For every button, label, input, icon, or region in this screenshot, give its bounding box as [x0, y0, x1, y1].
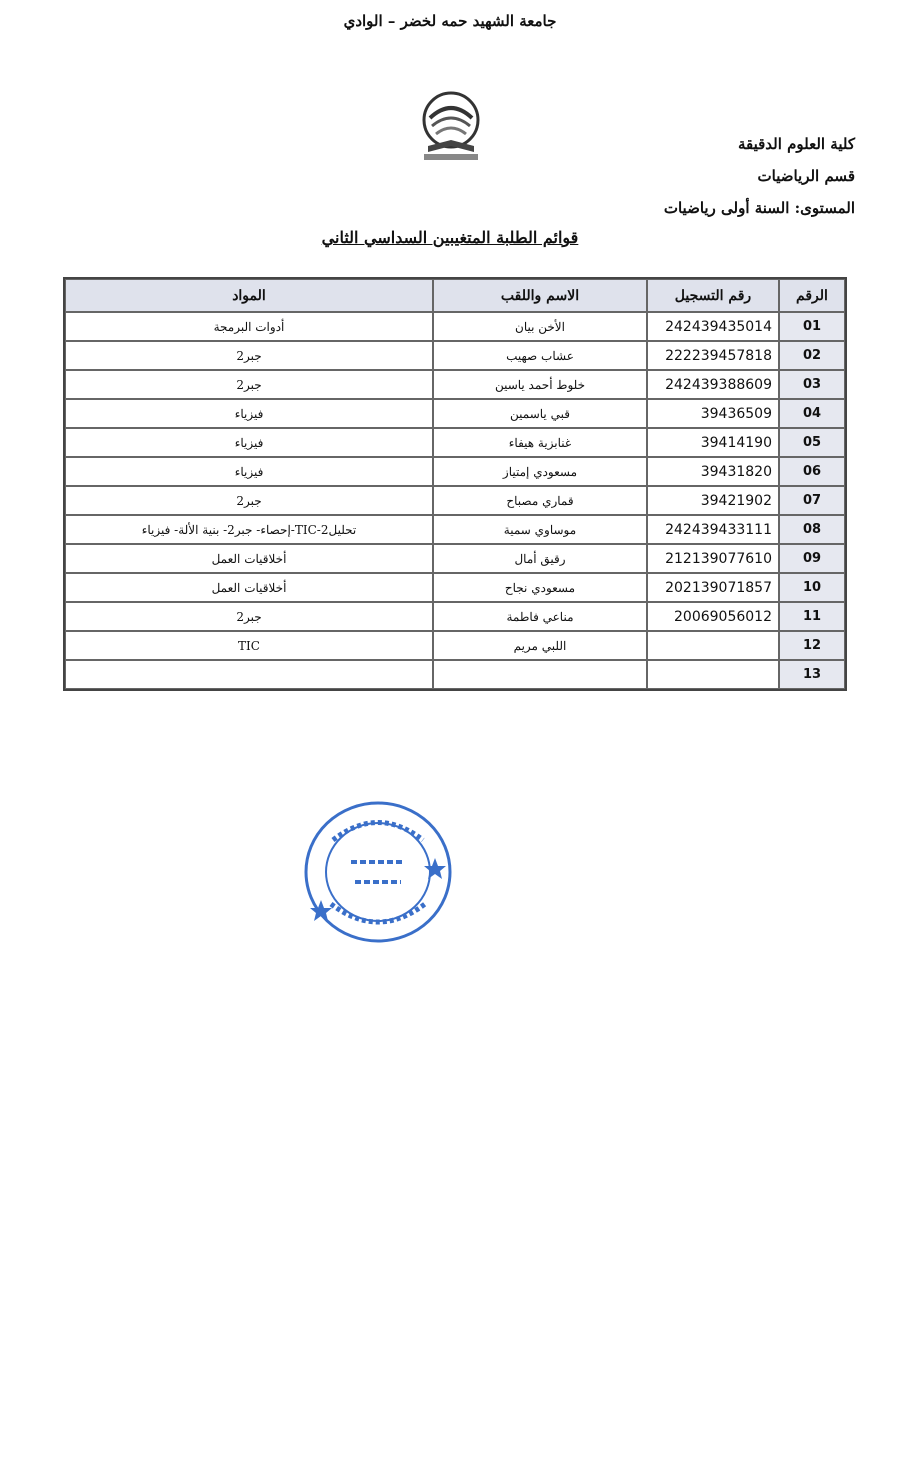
registration-number: 39431820: [647, 457, 779, 486]
row-number: 07: [779, 486, 845, 515]
student-name: مناعي فاطمة: [433, 602, 647, 631]
registration-number: 20069056012: [647, 602, 779, 631]
header-block: [664, 128, 855, 224]
subjects: جبر2: [65, 486, 433, 515]
row-number: 09: [779, 544, 845, 573]
student-name: اللبي مريم: [433, 631, 647, 660]
registration-number: 242439433111: [647, 515, 779, 544]
table-row: [65, 544, 845, 573]
row-number: 08: [779, 515, 845, 544]
registration-number: 212139077610: [647, 544, 779, 573]
column-header-number: الرقم: [779, 279, 845, 312]
registration-number: 222239457818: [647, 341, 779, 370]
subjects: أدوات البرمجة: [65, 312, 433, 341]
row-number: 10: [779, 573, 845, 602]
student-name: رقيق أمال: [433, 544, 647, 573]
table-header-row: [65, 279, 845, 312]
level-line: المستوى: السنة أولى رياضيات: [663, 199, 855, 217]
registration-number: 39414190: [647, 428, 779, 457]
row-number: 01: [779, 312, 845, 341]
subjects: تحليل2-TIC-إحصاء- جبر2- بنية الألة- فيزياء: [65, 515, 433, 544]
subjects: فيزياء: [65, 428, 433, 457]
subjects: [65, 660, 433, 689]
row-number: 06: [779, 457, 845, 486]
registration-number: [647, 631, 779, 660]
student-name: مسعودي إمتياز: [433, 457, 647, 486]
row-number: 04: [779, 399, 845, 428]
table-row: [65, 573, 845, 602]
university-name: جامعة الشهيد حمه لخضر – الوادي: [343, 12, 557, 30]
row-number: 03: [779, 370, 845, 399]
registration-number: 202139071857: [647, 573, 779, 602]
subjects: أخلاقيات العمل: [65, 544, 433, 573]
column-header-subjects: المواد: [65, 279, 433, 312]
table-row: [65, 399, 845, 428]
subjects: جبر2: [65, 341, 433, 370]
table-row: [65, 602, 845, 631]
subjects: أخلاقيات العمل: [65, 573, 433, 602]
subjects: جبر2: [65, 602, 433, 631]
absent-students-table: [63, 277, 847, 691]
table-row: [65, 631, 845, 660]
row-number: 11: [779, 602, 845, 631]
student-name: مسعودي نجاح: [433, 573, 647, 602]
student-name: غنابزية هيفاء: [433, 428, 647, 457]
official-stamp-icon: [303, 800, 453, 945]
column-header-name: الاسم واللقب: [433, 279, 647, 312]
university-logo-icon: [418, 88, 484, 164]
page-title: [0, 228, 900, 247]
row-number: 13: [779, 660, 845, 689]
registration-number: [647, 660, 779, 689]
student-name: [433, 660, 647, 689]
faculty-name: كلية العلوم الدقيقة: [737, 135, 855, 153]
registration-number: 242439435014: [647, 312, 779, 341]
row-number: 05: [779, 428, 845, 457]
table-row: [65, 486, 845, 515]
subjects: TIC: [65, 631, 433, 660]
registration-number: 242439388609: [647, 370, 779, 399]
subjects: جبر2: [65, 370, 433, 399]
row-number: 02: [779, 341, 845, 370]
student-name: الأخن بيان: [433, 312, 647, 341]
subjects: فيزياء: [65, 399, 433, 428]
table-row: [65, 370, 845, 399]
table-row: [65, 341, 845, 370]
registration-number: 39421902: [647, 486, 779, 515]
subjects: فيزياء: [65, 457, 433, 486]
page-title-text: قوائم الطلبة المتغيبين السداسي الثاني: [321, 228, 579, 247]
row-number: 12: [779, 631, 845, 660]
student-name: قماري مصباح: [433, 486, 647, 515]
column-header-registration: رقم التسجيل: [647, 279, 779, 312]
table-row: [65, 515, 845, 544]
student-name: عشاب صهيب: [433, 341, 647, 370]
table-row: [65, 457, 845, 486]
table-row: [65, 660, 845, 689]
student-name: موساوي سمية: [433, 515, 647, 544]
department-name: قسم الرياضيات: [757, 167, 855, 185]
table-row: [65, 312, 845, 341]
table-row: [65, 428, 845, 457]
student-name: قبي ياسمين: [433, 399, 647, 428]
registration-number: 39436509: [647, 399, 779, 428]
student-name: خلوط أحمد ياسين: [433, 370, 647, 399]
